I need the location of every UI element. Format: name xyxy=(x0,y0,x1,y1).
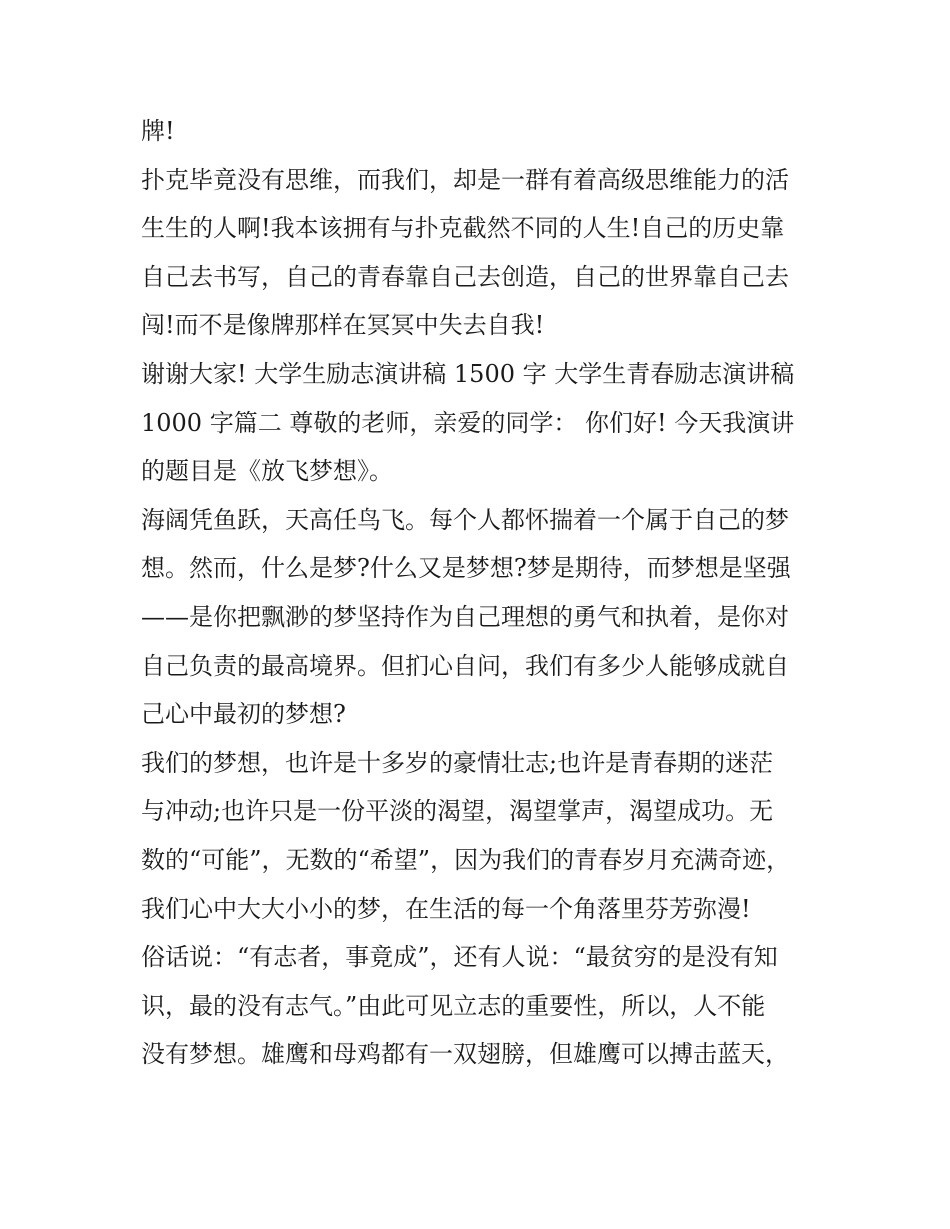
text-line: 我们心中大大小小的梦，在生活的每一个角落里芬芳弥漫! xyxy=(141,894,751,923)
text-line: 俗话说：“有志者，事竟成”，还有人说：“最贫穷的是没有知 xyxy=(141,943,778,972)
document-body xyxy=(141,107,816,1079)
text-line: 海阔凭鱼跃，天高任鸟飞。每个人都怀揣着一个属于自己的梦 xyxy=(141,505,789,534)
text-line: 自己去书写，自己的青春靠自己去创造，自己的世界靠自己去 xyxy=(141,262,789,291)
text-line: 牌! xyxy=(141,117,175,145)
text-line: 自己负责的最高境界。但扪心自问，我们有多少人能够成就自 xyxy=(141,651,789,680)
text-line: 扑克毕竟没有思维，而我们，却是一群有着高级思维能力的活 xyxy=(141,165,789,194)
text-line: ——是你把飘渺的梦坚持作为自己理想的勇气和执着，是你对 xyxy=(141,602,789,631)
text-line: 闯!而不是像牌那样在冥冥中失去自我! xyxy=(141,311,545,340)
text-line: 想。然而，什么是梦?什么又是梦想?梦是期待，而梦想是坚强 xyxy=(141,554,791,583)
text-line: 数的“可能”，无数的“希望”，因为我们的青春岁月充满奇迹， xyxy=(141,845,791,874)
text-line: 的题目是《放飞梦想》。 xyxy=(141,457,393,486)
text-line: 生生的人啊!我本该拥有与扑克截然不同的人生!自己的历史靠 xyxy=(141,214,785,243)
text-line: 谢谢大家! 大学生励志演讲稿 1500 字 大学生青春励志演讲稿 xyxy=(141,359,795,388)
text-line: 与冲动;也许只是一份平淡的渴望，渴望掌声，渴望成功。无 xyxy=(141,797,774,826)
text-line: 没有梦想。雄鹰和母鸡都有一双翅膀，但雄鹰可以搏击蓝天， xyxy=(141,1040,789,1069)
text-line: 我们的梦想，也许是十多岁的豪情壮志;也许是青春期的迷茫 xyxy=(141,748,774,777)
text-line: 己心中最初的梦想? xyxy=(141,700,346,729)
text-line: 1000 字篇二 尊敬的老师，亲爱的同学： 你们好! 今天我演讲 xyxy=(141,408,795,437)
text-line: 识，最的没有志气。”由此可见立志的重要性，所以，人不能 xyxy=(141,991,766,1020)
